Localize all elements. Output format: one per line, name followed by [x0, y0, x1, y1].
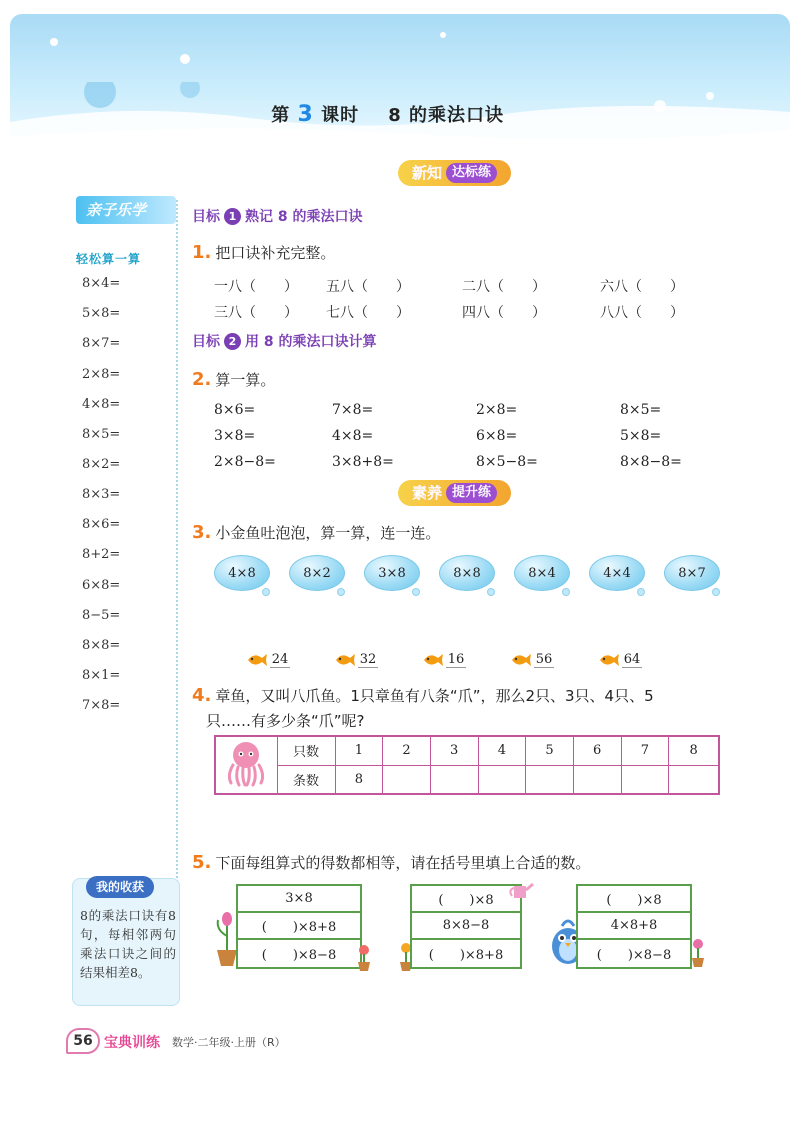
goldfish-value: 56 [535, 652, 553, 667]
question-2 [192, 369, 275, 390]
goldfish-icon [598, 652, 620, 668]
question-number: 1. [192, 242, 212, 263]
sidebar-subtitle: 轻松算一算 [76, 252, 142, 266]
equation-row[interactable]: ( )×8+8 [428, 948, 504, 963]
bubble-tail-icon [412, 588, 420, 596]
section-badge-new-knowledge [398, 160, 511, 186]
goal-number: 2 [224, 333, 241, 350]
calc-item: 6×8= [476, 428, 518, 444]
lesson-number: 3 [297, 102, 314, 127]
section-badge-quality [398, 480, 511, 506]
calc-item: 4×8= [332, 428, 374, 444]
blank-verse[interactable]: 四八（ ） [462, 305, 546, 321]
blank-verse[interactable]: 七八（ ） [326, 305, 410, 321]
page-number: 56 [66, 1028, 100, 1054]
question-text: 算一算。 [215, 371, 276, 389]
sidebar-exercise: 8×7= [82, 336, 121, 351]
goal-label: 目标 [192, 209, 220, 225]
brand-logo: 宝典训练 [104, 1035, 160, 1051]
goldfish[interactable] [598, 652, 642, 668]
calc-item: 5×8= [620, 428, 662, 444]
table-header-cell: 只数 [277, 736, 335, 765]
question-text: 小金鱼吐泡泡，算一算，连一连。 [215, 524, 441, 542]
question-text: 下面每组算式的得数都相等，请在括号里填上合适的数。 [215, 854, 591, 872]
table-cell: 5 [526, 736, 574, 765]
calc-item: 7×8= [332, 402, 374, 418]
calc-item: 8×6= [214, 402, 256, 418]
question-text: 把口诀补充完整。 [215, 244, 336, 262]
answer-cell[interactable] [621, 765, 669, 794]
bubble[interactable]: 8×8 [439, 555, 495, 591]
question-text: 章鱼，又叫八爪鱼。1只章鱼有八条“爪”，那么2只、3只、4只、5 [215, 687, 654, 705]
sidebar-exercise: 5×8= [82, 306, 121, 321]
table-cell: 4 [478, 736, 526, 765]
sidebar-exercise: 8×6= [82, 517, 121, 532]
equation-box [576, 884, 692, 969]
harvest-text: 8的乘法口诀有8句，每相邻两句乘法口诀之间的结果相差8。 [80, 908, 176, 980]
table-cell: 1 [335, 736, 383, 765]
blank-verse[interactable]: 五八（ ） [326, 279, 410, 295]
answer-cell[interactable] [430, 765, 478, 794]
bubble[interactable]: 4×4 [589, 555, 645, 591]
goldfish-icon [246, 652, 268, 668]
sidebar-exercise: 8×2= [82, 457, 121, 472]
badge-part1: 素养 [412, 484, 443, 502]
small-flower-icon [354, 944, 374, 972]
sidebar-exercise: 6×8= [82, 578, 121, 593]
table-row [215, 765, 719, 794]
table-cell: 2 [383, 736, 431, 765]
sidebar-exercise: 2×8= [82, 367, 121, 382]
table-cell: 3 [430, 736, 478, 765]
equation-row[interactable]: ( )×8−8 [261, 948, 337, 963]
calc-item: 8×5= [620, 402, 662, 418]
sidebar-exercise: 8×8= [82, 638, 121, 653]
bubble-tail-icon [337, 588, 345, 596]
equation-row[interactable]: ( )×8−8 [596, 948, 672, 963]
goldfish-value: 64 [623, 652, 641, 667]
goal-label: 目标 [192, 334, 220, 350]
sidebar-banner: 亲子乐学 [76, 196, 176, 224]
equation-row[interactable]: ( )×8 [578, 886, 690, 913]
answer-cell[interactable] [573, 765, 621, 794]
equation-row: 3×8 [238, 886, 360, 913]
equation-row: 8×8−8 [412, 913, 520, 940]
lesson-topic: 8 的乘法口诀 [388, 105, 504, 126]
sparkle-icon [180, 54, 190, 64]
harvest-tag: 我的收获 [86, 876, 154, 898]
lesson-suffix: 课时 [321, 105, 360, 126]
question-number: 2. [192, 369, 212, 390]
answer-cell[interactable] [478, 765, 526, 794]
sidebar-exercise: 8+2= [82, 547, 121, 562]
lesson-prefix: 第 [271, 105, 291, 126]
goldfish[interactable] [422, 652, 466, 668]
badge-part2: 达标练 [446, 163, 497, 183]
question-number: 4. [192, 685, 212, 706]
table-cell: 6 [573, 736, 621, 765]
table-cell: 7 [621, 736, 669, 765]
calc-item: 8×8−8= [620, 454, 682, 470]
blank-verse[interactable]: 六八（ ） [600, 279, 684, 295]
calc-item: 3×8= [214, 428, 256, 444]
goal-1 [192, 206, 363, 226]
bubble-tail-icon [712, 588, 720, 596]
goldfish[interactable] [510, 652, 554, 668]
bubble-tail-icon [562, 588, 570, 596]
bubble-tail-icon [487, 588, 495, 596]
goldfish-value: 32 [359, 652, 377, 667]
book-info: 数学·二年级·上册（R） [172, 1036, 286, 1049]
calc-item: 2×8= [476, 402, 518, 418]
question-1 [192, 242, 335, 263]
equation-row: 4×8+8 [578, 913, 690, 940]
answer-cell[interactable] [526, 765, 574, 794]
answer-cell[interactable] [669, 765, 719, 794]
table-header-cell: 条数 [277, 765, 335, 794]
sidebar-exercise: 8−5= [82, 608, 121, 623]
question-3 [192, 522, 440, 543]
table-row [215, 736, 719, 765]
goldfish-icon [422, 652, 444, 668]
goal-text: 熟记 8 的乘法口诀 [245, 209, 363, 225]
small-flower-icon [688, 938, 708, 968]
sidebar-divider [176, 200, 178, 990]
bubble[interactable]: 3×8 [364, 555, 420, 591]
answer-cell[interactable] [383, 765, 431, 794]
octopus-table [214, 735, 720, 795]
question-number: 5. [192, 852, 212, 873]
equation-row[interactable]: ( )×8+8 [238, 913, 360, 940]
bubble-tail-icon [262, 588, 270, 596]
goal-number: 1 [224, 208, 241, 225]
goldfish[interactable] [334, 652, 378, 668]
badge-part1: 新知 [412, 164, 443, 182]
watering-can-icon [508, 878, 534, 902]
sparkle-icon [50, 38, 58, 46]
question-4-line2: 只……有多少条“爪”呢? [206, 712, 365, 730]
badge-part2: 提升练 [446, 483, 497, 503]
octopus-icon [223, 739, 269, 787]
blank-verse[interactable]: 一八（ ） [214, 279, 298, 295]
goldfish-value: 16 [447, 652, 465, 667]
goldfish-value: 24 [271, 652, 289, 667]
question-number: 3. [192, 522, 212, 543]
sidebar-exercise: 4×8= [82, 397, 121, 412]
equation-box [410, 884, 522, 969]
equation-box [236, 884, 362, 969]
question-4 [192, 685, 732, 706]
goal-2 [192, 331, 377, 351]
question-5 [192, 852, 590, 873]
blank-verse[interactable]: 三八（ ） [214, 305, 298, 321]
equation-row[interactable]: ( )×8 [412, 886, 520, 913]
bubble[interactable]: 4×8 [214, 555, 270, 591]
goldfish-icon [510, 652, 532, 668]
bubble-tail-icon [637, 588, 645, 596]
table-cell: 8 [335, 765, 383, 794]
sidebar-exercise: 8×3= [82, 487, 121, 502]
sidebar-exercise: 8×4= [82, 276, 121, 291]
blank-verse[interactable]: 二八（ ） [462, 279, 546, 295]
bubble[interactable]: 8×2 [289, 555, 345, 591]
goal-text: 用 8 的乘法口诀计算 [245, 334, 377, 350]
octopus-cell [215, 736, 277, 794]
sparkle-icon [440, 32, 446, 38]
bubble[interactable]: 8×7 [664, 555, 720, 591]
blank-verse[interactable]: 八八（ ） [600, 305, 684, 321]
sidebar-exercise: 7×8= [82, 698, 121, 713]
calc-item: 2×8−8= [214, 454, 276, 470]
goldfish[interactable] [246, 652, 290, 668]
sidebar-exercise: 8×1= [82, 668, 121, 683]
sidebar-exercise: 8×5= [82, 427, 121, 442]
table-cell: 8 [669, 736, 719, 765]
page-title [0, 101, 800, 127]
goldfish-icon [334, 652, 356, 668]
calc-item: 3×8+8= [332, 454, 394, 470]
bubble[interactable]: 8×4 [514, 555, 570, 591]
calc-item: 8×5−8= [476, 454, 538, 470]
